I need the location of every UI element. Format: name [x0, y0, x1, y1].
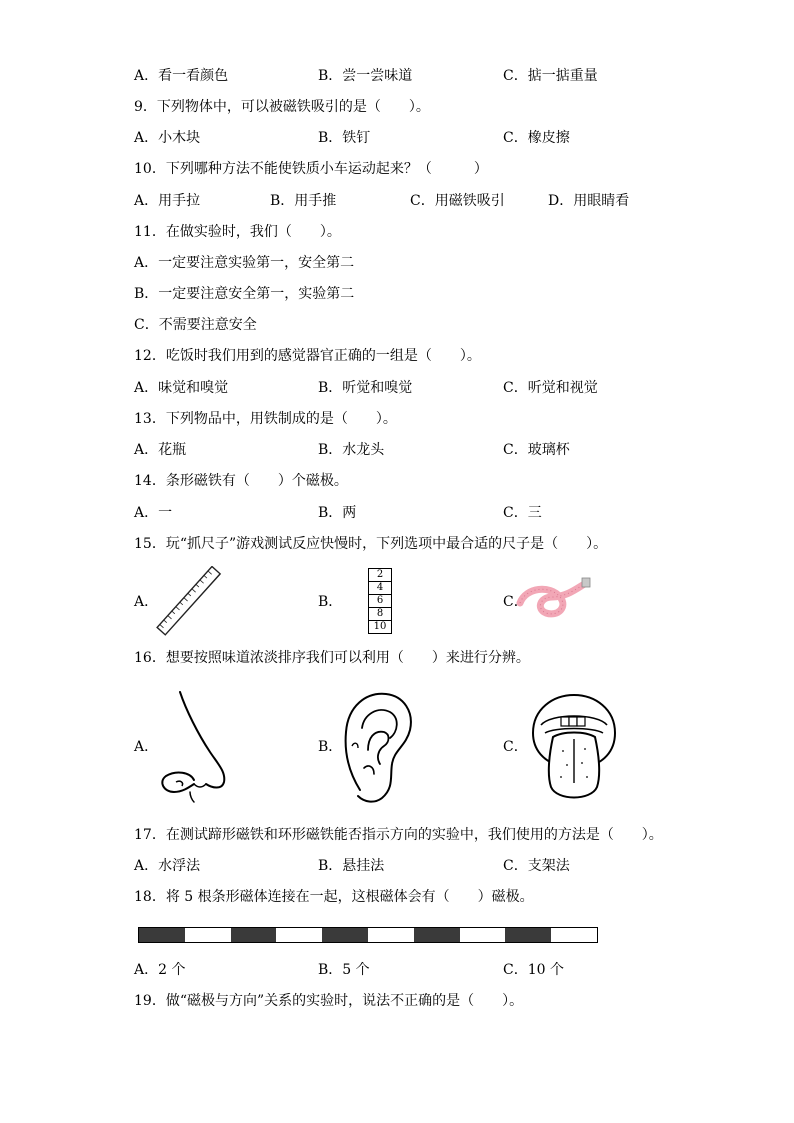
nose-image	[154, 688, 234, 804]
ruler-number: 8	[369, 608, 391, 621]
q16-option-c: C．	[503, 739, 528, 755]
q17-option-a: A．水浮法	[134, 858, 201, 874]
ruler-number: 2	[369, 569, 391, 582]
q9-option-a: A．小木块	[134, 130, 201, 146]
q12-option-a: A．味觉和嗅觉	[134, 380, 229, 396]
magnet-pole-light	[276, 928, 322, 942]
q9-stem: 9．下列物体中，可以被磁铁吸引的是（ ）。	[134, 99, 430, 115]
ruler-image-b	[368, 568, 392, 634]
q15-option-b: B．	[318, 594, 343, 610]
q15-option-a: A．	[134, 594, 159, 610]
q19-stem: 19．做“磁极与方向”关系的实验时，说法不正确的是（ ）。	[134, 993, 524, 1009]
q14-option-a: A．一	[134, 505, 173, 521]
magnet-pole-light	[368, 928, 414, 942]
q13-stem: 13．下列物品中，用铁制成的是（ ）。	[134, 411, 397, 427]
tongue-image	[527, 689, 621, 805]
magnet-pole-dark	[414, 928, 460, 942]
q18-option-c: C．10 个	[503, 962, 564, 978]
magnet-pole-dark	[139, 928, 185, 942]
bar-magnets-image	[138, 927, 598, 943]
q9-option-c: C．橡皮擦	[503, 130, 570, 146]
q11-stem: 11．在做实验时，我们（ ）。	[134, 224, 341, 240]
q12-option-b: B．听觉和嗅觉	[318, 380, 413, 396]
magnet-pole-dark	[505, 928, 551, 942]
q17-stem: 17．在测试蹄形磁铁和环形磁铁能否指示方向的实验中，我们使用的方法是（ ）。	[134, 827, 663, 843]
q18-stem: 18．将 5 根条形磁体连接在一起，这根磁体会有（ ）磁极。	[134, 889, 534, 905]
magnet-pole-light	[185, 928, 231, 942]
q12-option-c: C．听觉和视觉	[503, 380, 598, 396]
q15-stem: 15．玩“抓尺子”游戏测试反应快慢时，下列选项中最合适的尺子是（ ）。	[134, 536, 608, 552]
tape-measure-image	[516, 575, 594, 621]
magnet-pole-light	[551, 928, 597, 942]
q13-option-b: B．水龙头	[318, 442, 385, 458]
q10-option-c: C．用磁铁吸引	[410, 193, 505, 209]
q11-option-c: C．不需要注意安全	[134, 317, 257, 333]
q10-stem: 10．下列哪种方法不能使铁质小车运动起来？（ ）	[134, 161, 488, 177]
magnet-pole-dark	[231, 928, 277, 942]
q16-option-a: A．	[134, 739, 159, 755]
q17-option-b: B．悬挂法	[318, 858, 385, 874]
ear-image	[338, 684, 418, 810]
q16-stem: 16．想要按照味道浓淡排序我们可以利用（ ）来进行分辨。	[134, 650, 530, 666]
magnet-pole-light	[460, 928, 506, 942]
q13-option-a: A．花瓶	[134, 442, 187, 458]
q14-stem: 14．条形磁铁有（ ）个磁极。	[134, 473, 348, 489]
ruler-number: 10	[369, 621, 391, 634]
q10-option-d: D．用眼睛看	[548, 193, 630, 209]
q18-option-a: A．2 个	[134, 962, 186, 978]
q8-option-b: B．尝一尝味道	[318, 68, 413, 84]
q10-option-a: A．用手拉	[134, 193, 201, 209]
magnet-pole-dark	[322, 928, 368, 942]
q15-option-c: C．	[503, 594, 528, 610]
q18-option-b: B．5 个	[318, 962, 370, 978]
q12-stem: 12．吃饭时我们用到的感觉器官正确的一组是（ ）。	[134, 348, 481, 364]
ruler-number: 4	[369, 582, 391, 595]
q11-option-a: A．一定要注意实验第一，安全第二	[134, 255, 355, 271]
ruler-image-a	[156, 566, 222, 636]
ruler-number: 6	[369, 595, 391, 608]
q14-option-c: C．三	[503, 505, 542, 521]
q10-option-b: B．用手推	[270, 193, 337, 209]
q14-option-b: B．两	[318, 505, 357, 521]
q17-option-c: C．支架法	[503, 858, 570, 874]
q11-option-b: B．一定要注意安全第一，实验第二	[134, 286, 355, 302]
q8-option-a: A．看一看颜色	[134, 68, 229, 84]
q16-option-b: B．	[318, 739, 343, 755]
q9-option-b: B．铁钉	[318, 130, 371, 146]
q13-option-c: C．玻璃杯	[503, 442, 570, 458]
q8-option-c: C．掂一掂重量	[503, 68, 598, 84]
